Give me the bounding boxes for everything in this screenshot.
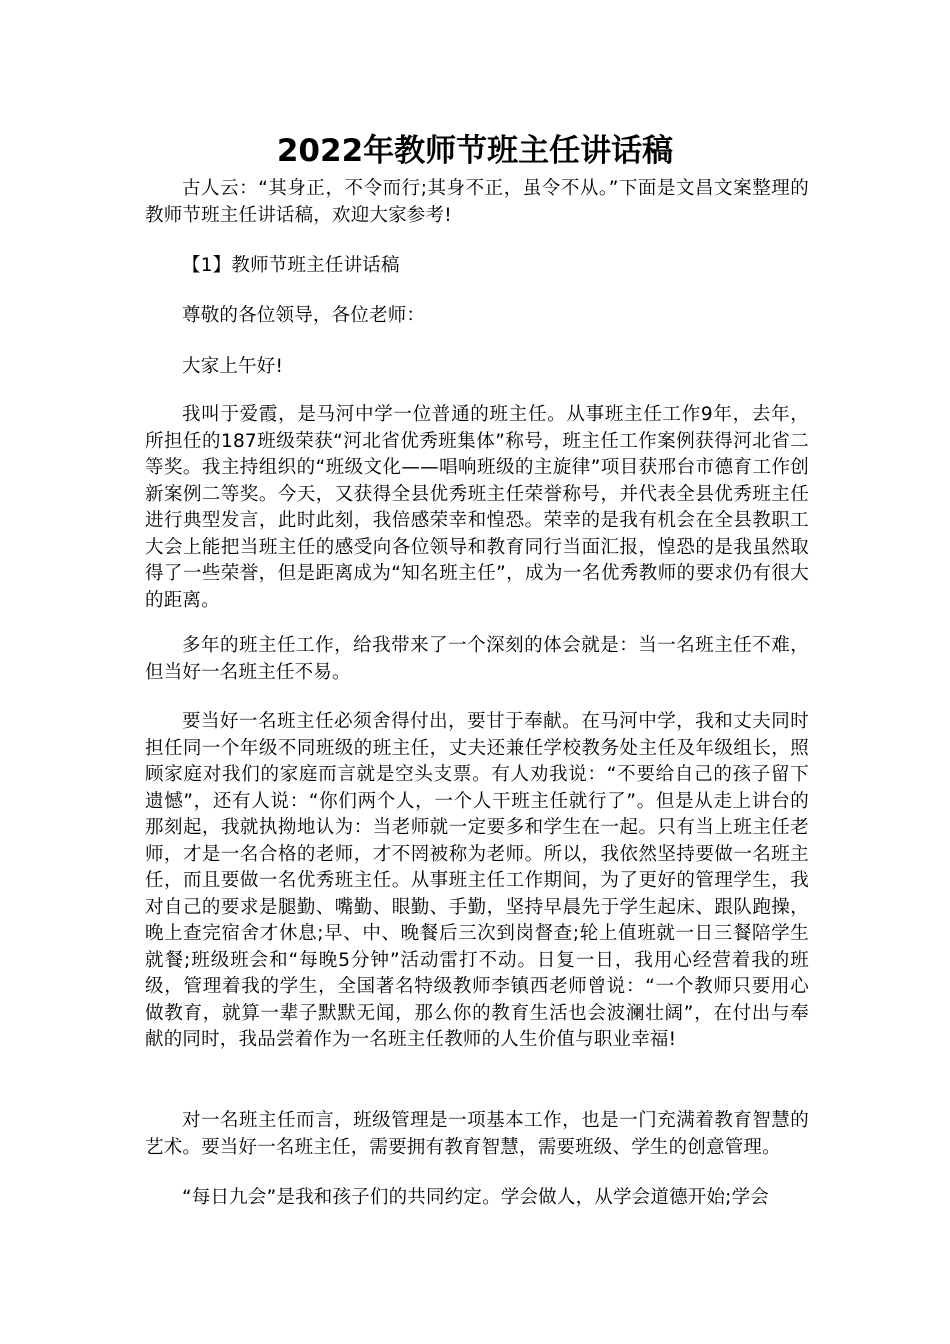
body-paragraph: 要当好一名班主任必须舍得付出，要甘于奉献。在马河中学，我和丈夫同时担任同一个年级不同班级的班主任，丈夫还兼任学校教务处主任及年级组长，照顾家庭对我们的家庭而言就是空头支票。有人劝我说：“不要给自己的孩子留下遗憾”，还有人说：“你们两个人，一个人干班主任就行了”。但是从走上讲台的那刻起，我就执拗地认为：当老师就一定要多和学生在一起。只有当上班主任老师，才是一名合格的老师，才不罔被称为老师。所以，我依然坚持要做一名班主任，而且要做一名优秀班主任。从事班主任工作期间，为了更好的管理学生，我对自己的要求是腿勤、嘴勤、眼勤、手勤，坚持早晨先于学生起床、跟队跑操，晚上查完宿舍才休息;早、中、晚餐后三次到岗督查;轮上值班就一日三餐陪学生就餐;班级班会和“每晚5分钟”活动雷打不动。日复一日，我用心经营着我的班级，管理着我的学生，全国著名特级教师李镇西老师曾说：“一个教师只要用心做教育，就算一辈子默默无闻，那么你的教育生活也会波澜壮阔”，在付出与奉献的同时，我品尝着作为一名班主任教师的人生价值与职业幸福!: [145, 711, 809, 1050]
body-paragraph: 对一名班主任而言，班级管理是一项基本工作，也是一门充满着教育智慧的艺术。要当好一名班主任，需要拥有教育智慧，需要班级、学生的创意管理。: [145, 1110, 809, 1158]
body-paragraph: 多年的班主任工作，给我带来了一个深刻的体会就是：当一名班主任不难，但当好一名班主任不易。: [145, 635, 809, 683]
document-title: 2022年教师节班主任讲话稿: [276, 133, 674, 169]
salutation: 尊敬的各位领导，各位老师：: [182, 305, 426, 326]
body-paragraph: “每日九会”是我和孩子们的共同约定。学会做人，从学会道德开始;学会: [182, 1187, 770, 1208]
section-heading: 【1】教师节班主任讲话稿: [182, 255, 400, 276]
greeting: 大家上午好!: [182, 356, 284, 377]
intro-paragraph: 古人云：“其身正，不令而行;其身不正，虽令不从。”下面是文昌文案整理的教师节班主任讲话稿，欢迎大家参考!: [145, 178, 809, 226]
body-paragraph: 我叫于爱霞，是马河中学一位普通的班主任。从事班主任工作9年，去年，所担任的187班级荣获“河北省优秀班集体”称号，班主任工作案例获得河北省二等奖。我主持组织的“班级文化——唱响班级的主旋律”项目获邢台市德育工作创新案例二等奖。今天，又获得全县优秀班主任荣誉称号，并代表全县优秀班主任进行典型发言，此时此刻，我倍感荣幸和惶恐。荣幸的是我有机会在全县教职工大会上能把当班主任的感受向各位领导和教育同行当面汇报，惶恐的是我虽然取得了一些荣誉，但是距离成为“知名班主任”，成为一名优秀教师的要求仍有很大的距离。: [145, 404, 809, 611]
